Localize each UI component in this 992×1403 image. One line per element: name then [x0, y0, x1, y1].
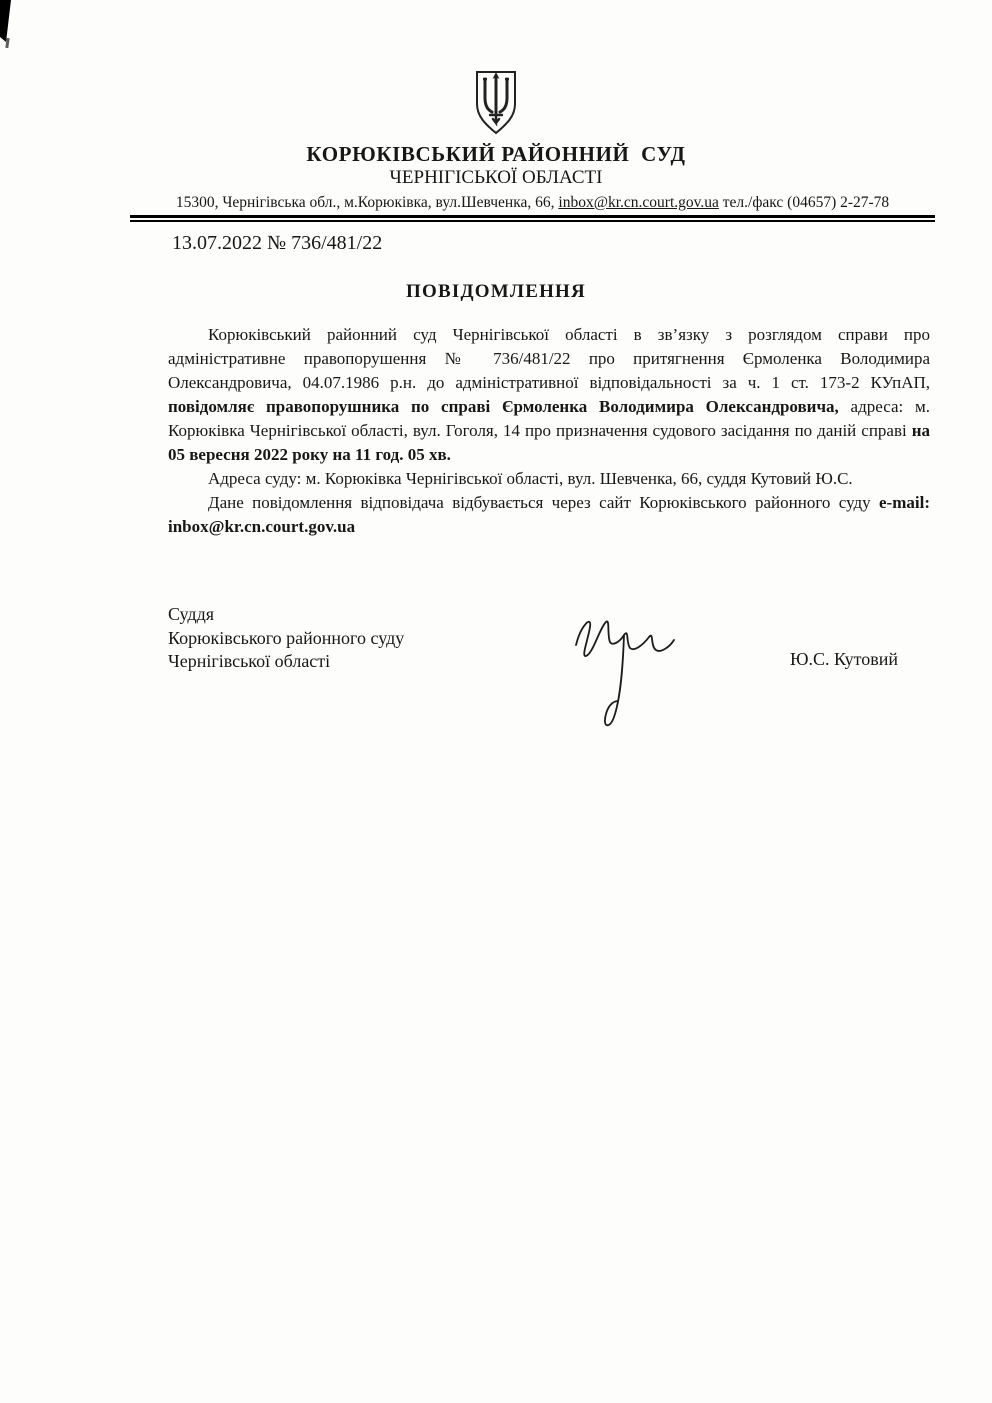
- notification-email-bold: e-mail: inbox@kr.cn.court.gov.ua: [168, 493, 930, 536]
- offender-address-text: адреса: м. Корюківка Чернігівської області, вул. Гоголя, 14 про призначення судового засідання по даній справі: [168, 397, 930, 440]
- paragraph-notification-method: [168, 491, 930, 539]
- judge-name: Ю.С. Кутовий: [790, 649, 899, 669]
- court-email: inbox@kr.cn.court.gov.ua: [558, 194, 719, 211]
- address-line: [130, 194, 935, 212]
- signer-region: Чернігівської області: [168, 651, 331, 671]
- hearing-datetime-bold: на 05 вересня 2022 року на 11 год. 05 хв.: [168, 421, 930, 464]
- document-title: ПОВІДОМЛЕННЯ: [406, 281, 586, 302]
- notification-method-text: Дане повідомлення відповідача відбувається через сайт Корюківського районного суду: [208, 493, 880, 512]
- signature-block: [168, 603, 930, 763]
- document-body: [168, 323, 930, 539]
- address-block: [130, 194, 935, 255]
- scan-smudge-artifact: [5, 38, 9, 48]
- address-text: 15300, Чернігівська обл., м.Корюківка, вул.Шевченка, 66,: [175, 194, 559, 211]
- ukraine-trident-emblem-icon: [470, 70, 522, 136]
- court-region: ЧЕРНІГІСЬКОЇ ОБЛАСТІ: [389, 167, 603, 188]
- judge-handwritten-signature: [566, 605, 684, 740]
- notice-offender-bold: повідомляє правопорушника по справі Єрмоленка Володимира Олександровича,: [168, 397, 839, 416]
- paragraph-case-info: [168, 323, 930, 467]
- double-rule-divider: [130, 215, 935, 222]
- scan-corner-artifact: [0, 0, 11, 42]
- paragraph-court-address: Адреса суду: м. Корюківка Чернігівської області, вул. Шевченка, 66, суддя Кутовий Ю.С.: [208, 469, 853, 488]
- signer-court: Корюківського районного суду: [168, 627, 405, 648]
- signer-role: Суддя: [168, 604, 215, 624]
- letterhead: [0, 70, 992, 255]
- court-name: КОРЮКІВСЬКИЙ РАЙОННИЙ СУД: [306, 142, 686, 166]
- address-phone: тел./факс (04657) 2-27-78: [718, 194, 890, 211]
- date-and-case-number: 13.07.2022 № 736/481/22: [172, 232, 383, 254]
- case-info-text: Корюківський районний суд Чернігівської області в зв’язку з розглядом справи про адміністративне правопорушення № 736/481/22 про притягнення Єрмоленка Володимира Олександровича, 04.07.1986 р.н. до адміністративної відповідальності за ч. 1 ст. 173-2 КУпАП,: [168, 325, 930, 392]
